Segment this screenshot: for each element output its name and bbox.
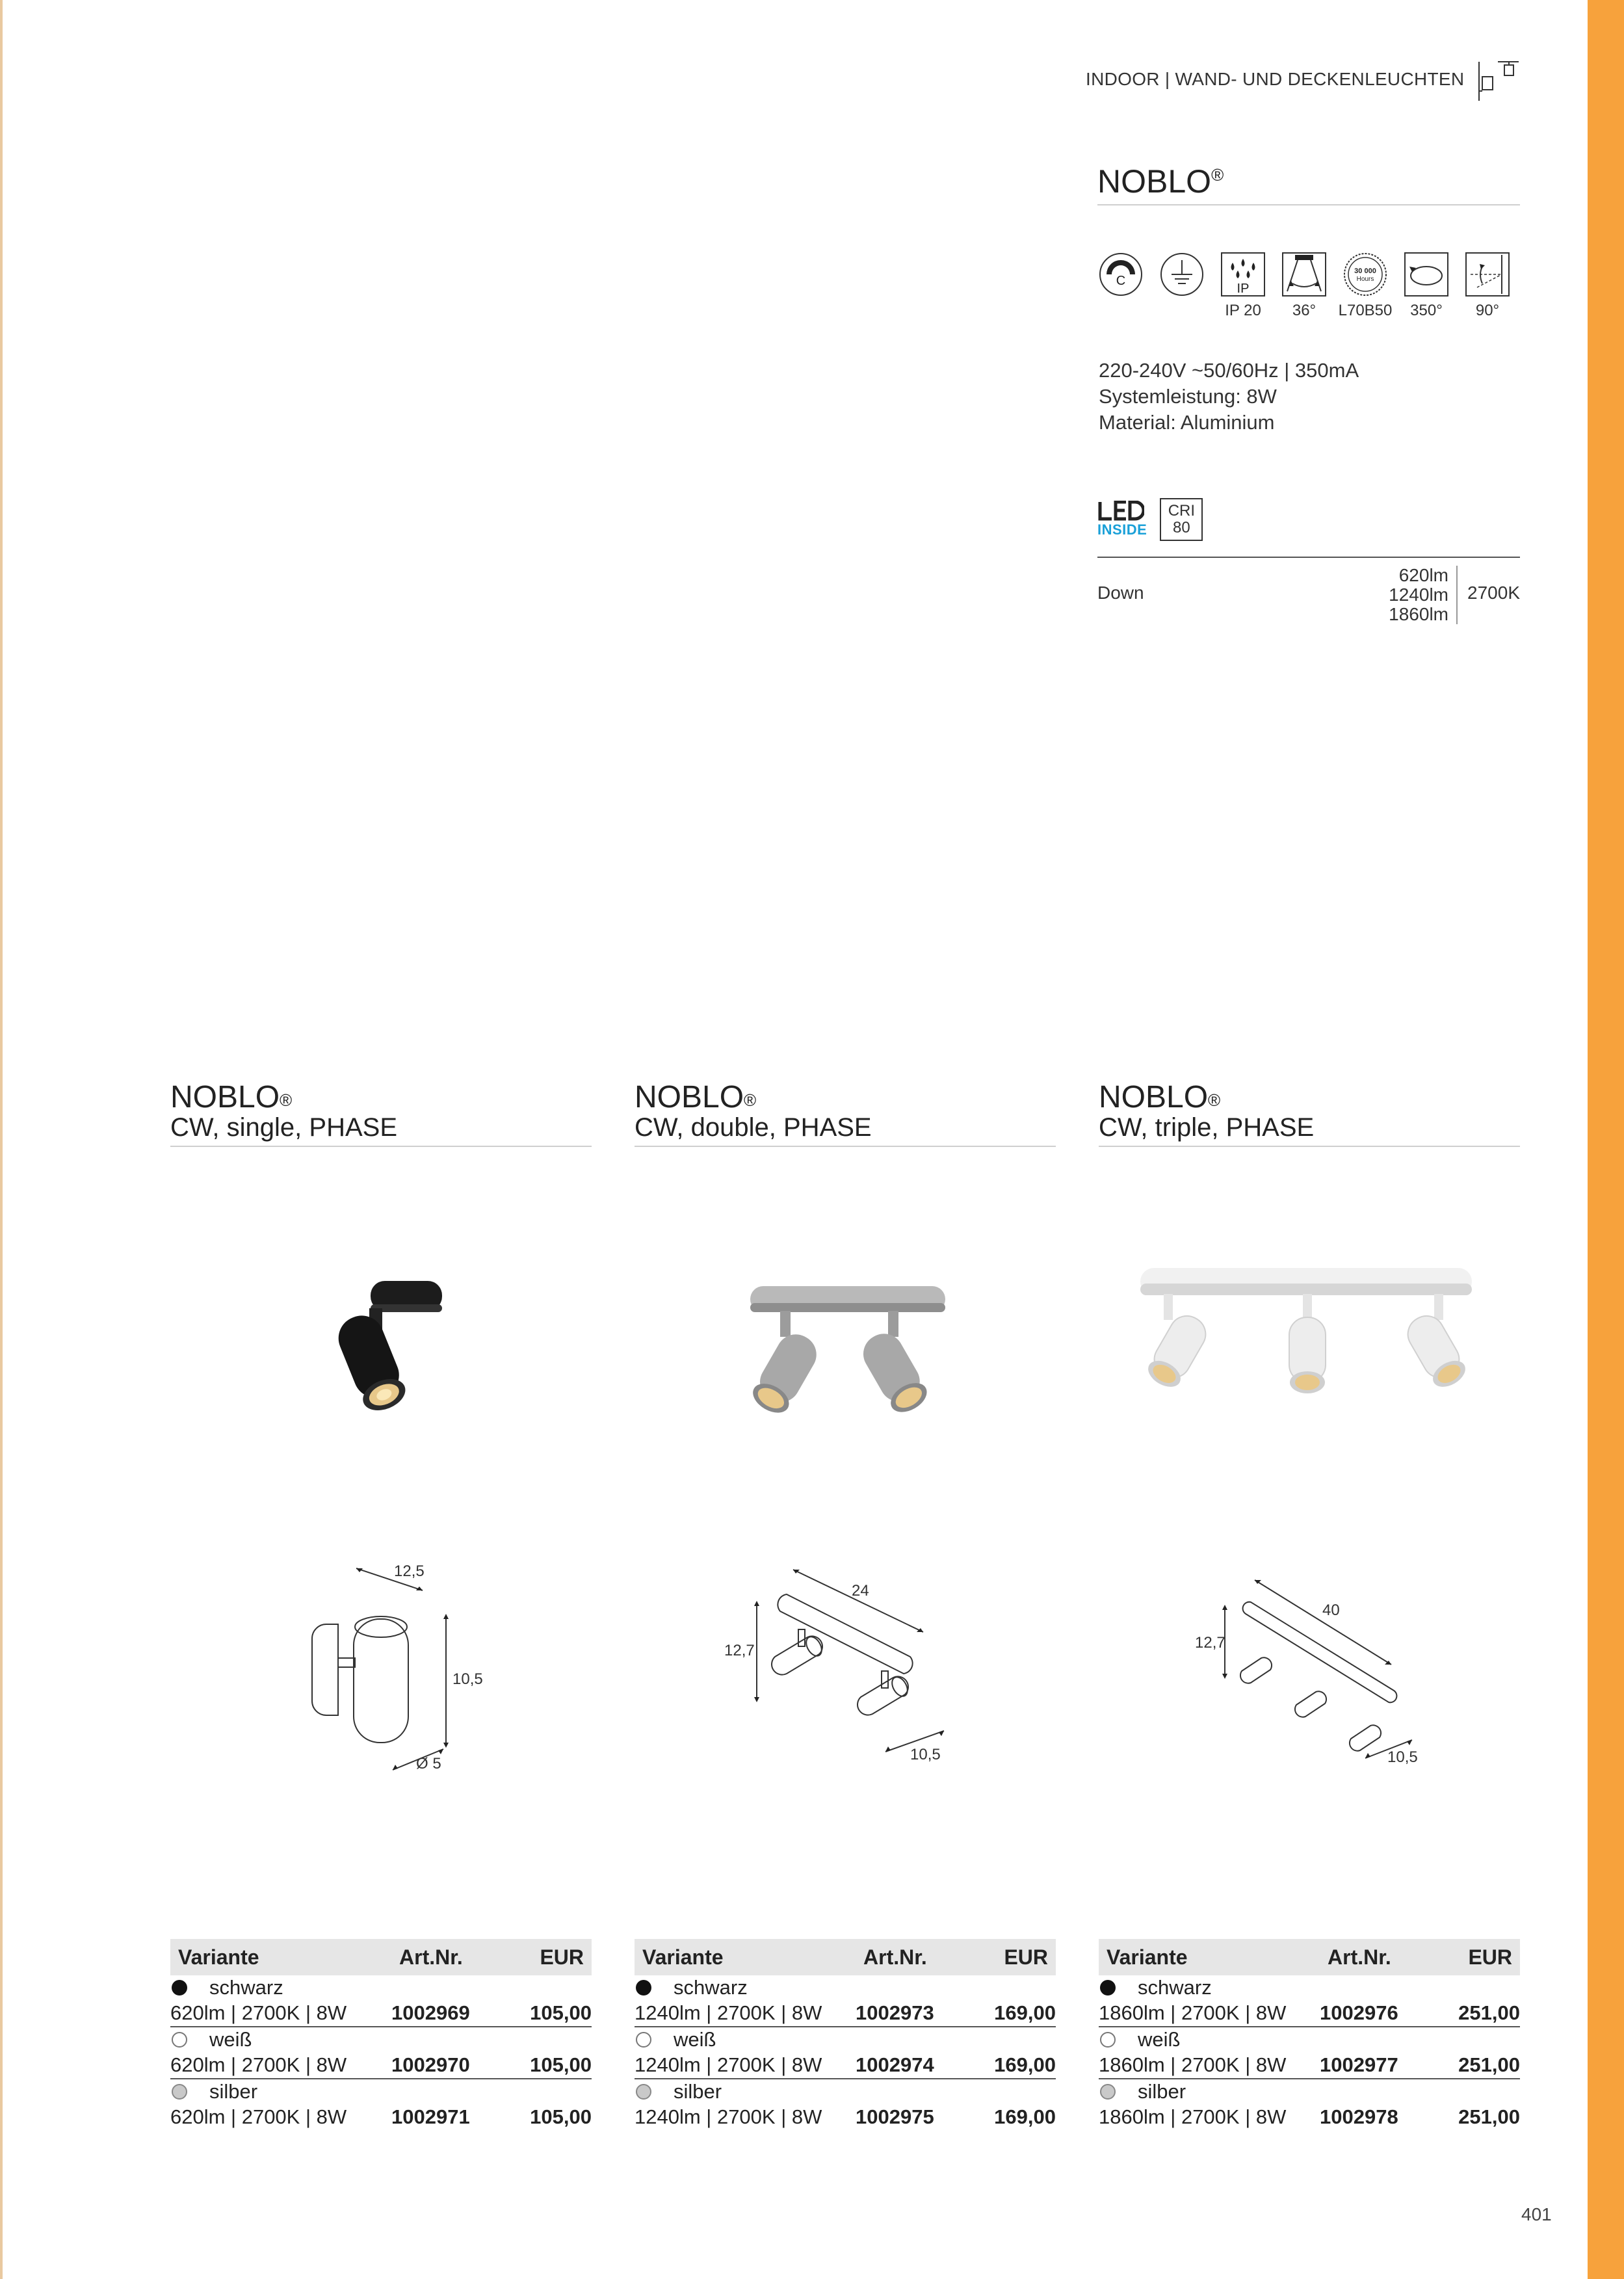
protection-class-earth-icon <box>1159 251 1205 298</box>
dimension-drawing-single <box>273 1554 494 1791</box>
page-number: 401 <box>1521 2204 1552 2224</box>
lumen-direction: Down <box>1097 583 1144 603</box>
variant-table-triple <box>1099 1939 1520 2130</box>
article-number: 1002970 <box>391 2053 470 2076</box>
lumen-table-top-rule <box>1097 557 1520 558</box>
product-image-triple <box>1131 1261 1482 1408</box>
header-eur: EUR <box>540 1945 584 1969</box>
icon-cell-ip <box>1220 251 1266 320</box>
icon-label: 350° <box>1410 302 1443 319</box>
table-header <box>1099 1939 1520 1975</box>
header-artnr: Art.Nr. <box>1328 1945 1391 1969</box>
variant-spec: 620lm | 2700K | 8W <box>170 2001 347 2024</box>
dimmable-c-icon <box>1097 251 1144 298</box>
variant-spec: 1240lm | 2700K | 8W <box>635 2105 822 2128</box>
dim-label: 12,5 <box>394 1562 425 1580</box>
table-row <box>635 2079 1056 2130</box>
icon-cell-beam-angle <box>1281 251 1328 320</box>
orange-side-bar <box>1588 0 1624 2279</box>
product-image-double <box>748 1274 956 1427</box>
variant-spec: 1240lm | 2700K | 8W <box>635 2053 822 2076</box>
price: 105,00 <box>530 2053 592 2076</box>
price: 169,00 <box>994 2053 1056 2076</box>
article-number: 1002977 <box>1320 2053 1398 2076</box>
article-number: 1002973 <box>856 2001 934 2024</box>
header-artnr: Art.Nr. <box>399 1945 463 1969</box>
icon-cell-lifetime <box>1338 251 1393 320</box>
icon-label: L70B50 <box>1338 302 1393 319</box>
icon-cell-rotation <box>1403 251 1450 320</box>
dimension-drawing-triple <box>1183 1567 1443 1778</box>
svg-text:IP: IP <box>1237 282 1250 296</box>
header-eur: EUR <box>1004 1945 1048 1969</box>
variant-table-single <box>170 1939 592 2130</box>
header-variante: Variante <box>642 1945 724 1969</box>
variant-spec: 1860lm | 2700K | 8W <box>1099 2105 1287 2128</box>
color-swatch-silver <box>636 2084 651 2100</box>
lumen-value: 1240lm <box>1389 585 1448 605</box>
product-title: NOBLO® <box>1097 163 1224 200</box>
dim-label: 10,5 <box>910 1746 941 1763</box>
column-divider <box>635 1146 1056 1147</box>
lumen-separator <box>1456 566 1458 624</box>
header-variante: Variante <box>1107 1945 1188 1969</box>
dim-label: 10,5 <box>452 1670 483 1688</box>
category-header: INDOOR | WAND- UND DECKENLEUCHTEN <box>1086 69 1465 89</box>
dimension-drawing-double <box>715 1561 975 1785</box>
icon-label: 90° <box>1475 302 1500 319</box>
article-number: 1002975 <box>856 2105 934 2128</box>
table-row <box>170 1975 592 2027</box>
cri-badge <box>1160 498 1203 541</box>
variant-spec: 620lm | 2700K | 8W <box>170 2105 347 2128</box>
spec-voltage: 220-240V ~50/60Hz | 350mA <box>1099 359 1359 382</box>
article-number: 1002974 <box>856 2053 934 2076</box>
lifetime-hours-icon <box>1342 251 1389 298</box>
price: 105,00 <box>530 2105 592 2128</box>
wall-ceiling-luminaire-icon <box>1476 59 1521 107</box>
color-swatch-white <box>636 2032 651 2048</box>
lumen-values <box>1389 566 1448 624</box>
column-title-single: NOBLO® CW, single, PHASE <box>170 1080 398 1142</box>
variant-spec: 1860lm | 2700K | 8W <box>1099 2001 1287 2024</box>
color-swatch-black <box>1100 1980 1116 1996</box>
svg-text:C: C <box>1116 274 1126 288</box>
icon-label: 36° <box>1292 302 1316 319</box>
dim-label: 12,7 <box>1195 1634 1225 1652</box>
variant-color: weiß <box>209 2028 252 2051</box>
color-swatch-black <box>636 1980 651 1996</box>
column-subtitle: CW, double, PHASE <box>635 1113 872 1142</box>
variant-table-double <box>635 1939 1056 2130</box>
price: 251,00 <box>1458 2053 1520 2076</box>
led-logo-icon <box>1097 501 1144 521</box>
table-header <box>635 1939 1056 1975</box>
variant-color: silber <box>1138 2080 1186 2103</box>
variant-color: silber <box>674 2080 722 2103</box>
color-swatch-white <box>1100 2032 1116 2048</box>
price: 251,00 <box>1458 2105 1520 2128</box>
color-swatch-silver <box>1100 2084 1116 2100</box>
table-row <box>170 2079 592 2130</box>
color-swatch-silver <box>172 2084 187 2100</box>
variant-spec: 620lm | 2700K | 8W <box>170 2053 347 2076</box>
price: 169,00 <box>994 2105 1056 2128</box>
svg-text:Hours: Hours <box>1356 276 1374 283</box>
product-image-single <box>306 1268 462 1434</box>
dim-label: 10,5 <box>1387 1748 1418 1766</box>
color-swatch-white <box>172 2032 187 2048</box>
article-number: 1002976 <box>1320 2001 1398 2024</box>
lumen-table <box>1097 566 1520 624</box>
column-divider <box>1099 1146 1520 1147</box>
variant-color: weiß <box>674 2028 716 2051</box>
dim-label: 24 <box>852 1582 869 1600</box>
cri-label: CRI <box>1168 502 1196 520</box>
title-divider <box>1097 204 1520 205</box>
price: 251,00 <box>1458 2001 1520 2024</box>
lumen-kelvin: 2700K <box>1467 583 1520 603</box>
rotation-icon <box>1403 251 1450 298</box>
variant-spec: 1240lm | 2700K | 8W <box>635 2001 822 2024</box>
led-inside-block <box>1097 498 1203 541</box>
price: 169,00 <box>994 2001 1056 2024</box>
column-subtitle: CW, triple, PHASE <box>1099 1113 1315 1142</box>
led-inside-text: INSIDE <box>1097 521 1147 538</box>
dim-label: 40 <box>1322 1601 1340 1619</box>
column-title-double: NOBLO® CW, double, PHASE <box>635 1080 872 1142</box>
icon-cell-protection-class <box>1159 251 1205 320</box>
svg-text:30 000: 30 000 <box>1354 267 1376 275</box>
variant-color: schwarz <box>674 1976 748 1999</box>
price: 105,00 <box>530 2001 592 2024</box>
ip-rating-icon <box>1220 251 1266 298</box>
article-number: 1002969 <box>391 2001 470 2024</box>
column-divider <box>170 1146 592 1147</box>
variant-color: schwarz <box>209 1976 283 1999</box>
column-title-triple: NOBLO® CW, triple, PHASE <box>1099 1080 1315 1142</box>
table-row <box>170 2027 592 2079</box>
icon-label: IP 20 <box>1225 302 1261 319</box>
variant-color: weiß <box>1138 2028 1181 2051</box>
beam-angle-icon <box>1281 251 1328 298</box>
table-row <box>1099 2079 1520 2130</box>
icon-cell-tilt <box>1464 251 1511 320</box>
dim-label: Ø 5 <box>416 1755 441 1772</box>
tilt-icon <box>1464 251 1511 298</box>
spec-list <box>1099 358 1359 436</box>
header-artnr: Art.Nr. <box>863 1945 927 1969</box>
spec-material: Material: Aluminium <box>1099 411 1275 434</box>
article-number: 1002971 <box>391 2105 470 2128</box>
variant-spec: 1860lm | 2700K | 8W <box>1099 2053 1287 2076</box>
lumen-value: 620lm <box>1398 565 1448 585</box>
header-variante: Variante <box>178 1945 259 1969</box>
table-row <box>635 2027 1056 2079</box>
spec-power: Systemleistung: 8W <box>1099 385 1277 408</box>
header-eur: EUR <box>1468 1945 1512 1969</box>
led-inside-badge <box>1097 501 1147 538</box>
left-margin-rule <box>0 0 3 2279</box>
table-row <box>635 1975 1056 2027</box>
variant-color: schwarz <box>1138 1976 1212 1999</box>
table-header <box>170 1939 592 1975</box>
column-subtitle: CW, single, PHASE <box>170 1113 398 1142</box>
color-swatch-black <box>172 1980 187 1996</box>
table-row <box>1099 1975 1520 2027</box>
icon-cell-dimmable <box>1097 251 1144 320</box>
table-row <box>1099 2027 1520 2079</box>
variant-color: silber <box>209 2080 258 2103</box>
feature-icons-row <box>1097 251 1511 320</box>
article-number: 1002978 <box>1320 2105 1398 2128</box>
lumen-value: 1860lm <box>1389 604 1448 624</box>
cri-value: 80 <box>1173 519 1190 536</box>
dim-label: 12,7 <box>724 1642 755 1659</box>
